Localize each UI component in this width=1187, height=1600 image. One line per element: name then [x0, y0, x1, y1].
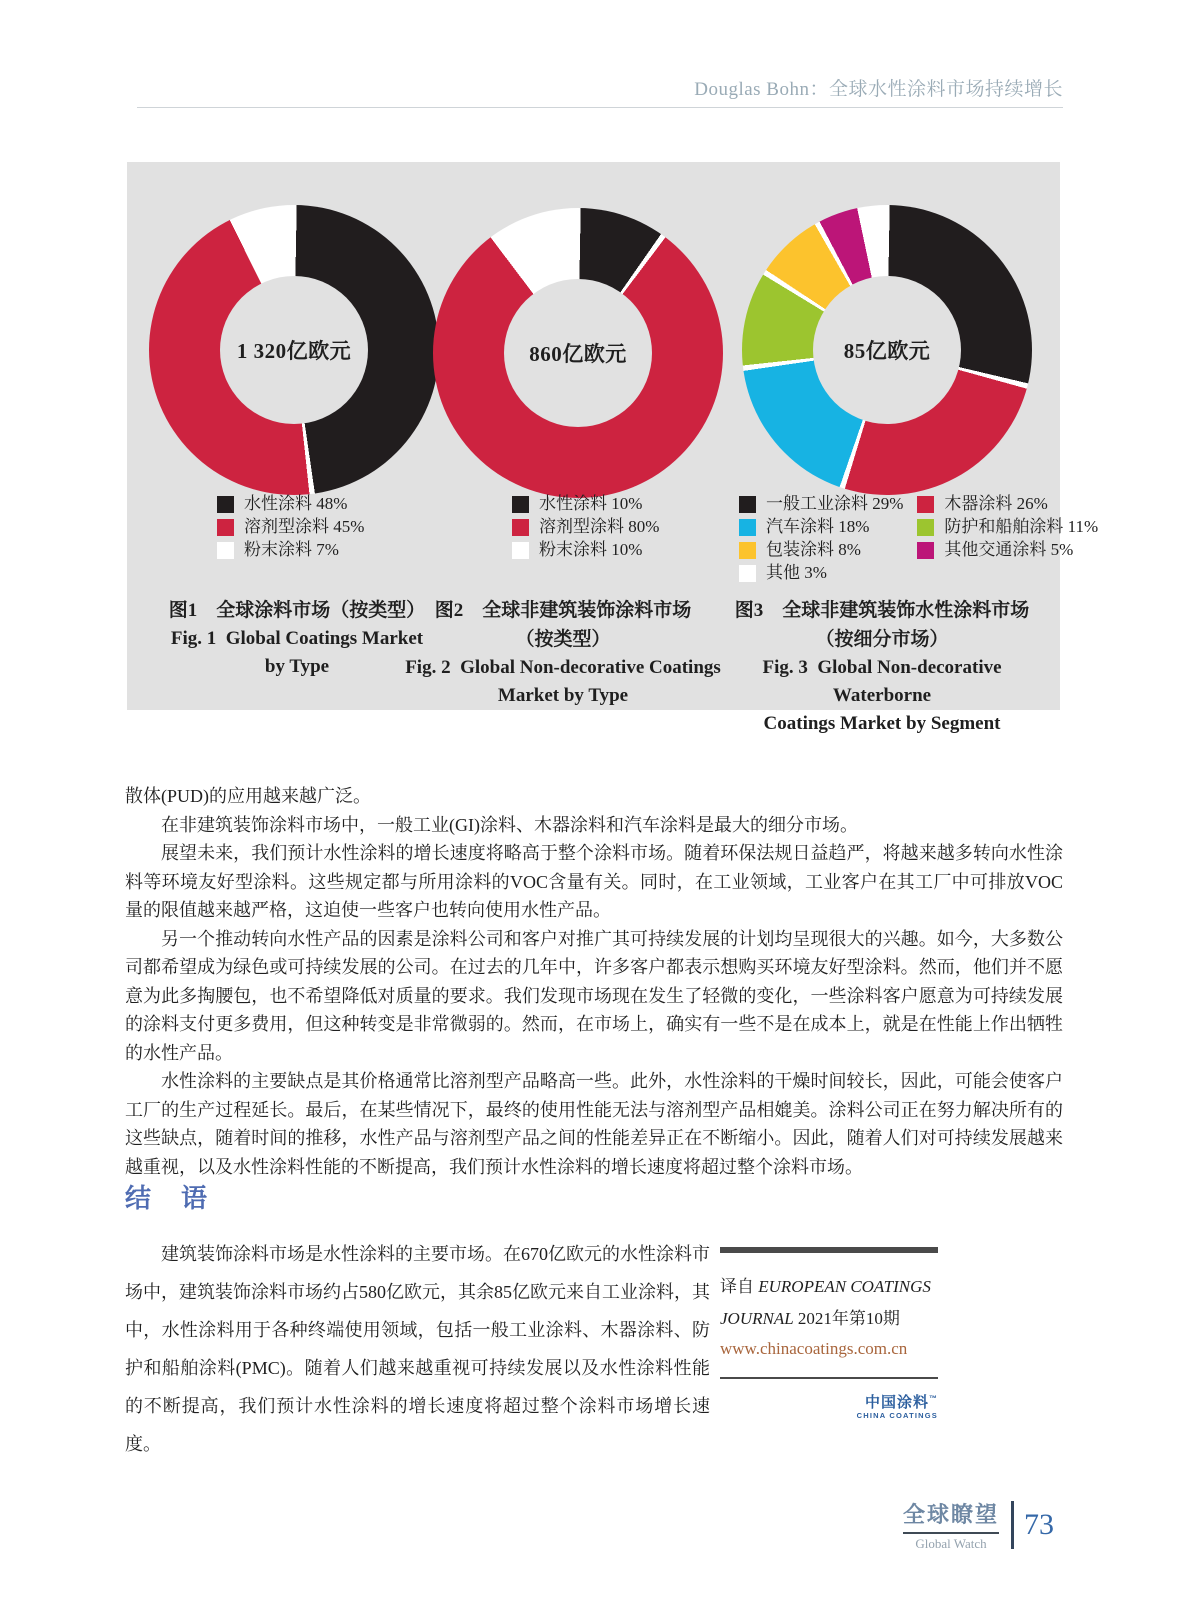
legend-label: 包装涂料 8% — [766, 540, 861, 559]
legend-label: 一般工业涂料 29% — [766, 494, 904, 513]
legend-label: 汽车涂料 18% — [766, 517, 870, 536]
logo-zh-text: 中国涂料™ — [864, 1394, 938, 1411]
legend-swatch — [217, 542, 234, 559]
figure-caption-en: Fig. 3 Global Non-decorative Waterborne — [762, 657, 1002, 706]
body-paragraph: 水性涂料的主要缺点是其价格通常比溶剂型产品略高一些。此外，水性涂料的干燥时间较长，因此，可能会使客户工厂的生产过程延长。最后，在某些情况下，最终的使用性能无法与溶剂型产品相媲美。涂料公司正在努力解决所有的这些缺点，随着时间的推移，水性产品与溶剂型产品之间的性能差异正在不断缩小。因此，随着人们对可持续发展越来越重视，以及水性涂料性能的不断提高，我们预计水性涂料的增长速度将超过整个涂料市场。 — [125, 1071, 1063, 1177]
figure-caption-zh: （按细分市场） — [815, 629, 949, 650]
body-paragraph: 散体(PUD)的应用越来越广泛。 — [125, 786, 371, 806]
legend-item — [917, 495, 1098, 513]
legend-fig1 — [217, 495, 364, 559]
legend-swatch — [739, 565, 756, 582]
legend-swatch — [739, 496, 756, 513]
figure-caption-en: Fig. 1 Global Coatings Market — [170, 628, 424, 649]
legend-item — [917, 518, 1098, 536]
legend-swatch — [917, 542, 934, 559]
page-header-title: Douglas Bohn：全球水性涂料市场持续增长 — [694, 79, 1063, 100]
legend-column — [512, 495, 659, 559]
legend-fig2 — [512, 495, 659, 559]
footer-section-en: Global Watch — [903, 1532, 999, 1552]
legend-swatch — [917, 496, 934, 513]
legend-item — [917, 541, 1098, 559]
figure-panel — [127, 162, 1099, 734]
legend-label: 水性涂料 10% — [539, 494, 643, 513]
legend-item — [512, 518, 659, 536]
header-divider — [137, 107, 1063, 108]
caption-fig3 — [715, 596, 1049, 738]
footer-divider-bar — [1011, 1501, 1014, 1549]
source-box — [720, 1235, 938, 1421]
donut-hole — [504, 279, 652, 427]
legend-label: 其他 3% — [766, 563, 827, 582]
source-url: www.chinacoatings.com.cn — [720, 1339, 908, 1358]
trademark-icon: ™ — [929, 1394, 938, 1403]
body-paragraph: 展望未来，我们预计水性涂料的增长速度将略高于整个涂料市场。随着环保法规日益趋严，将越来越多转向水性涂料等环境友好型涂料。这些规定都与所用涂料的VOC含量有关。同时，在工业领域，工业客户在其工厂中可排放VOC量的限值越来越严格，这迫使一些客户也转向使用水性产品。 — [125, 843, 1063, 920]
legend-item — [217, 495, 364, 513]
legend-swatch — [512, 496, 529, 513]
donut-hole — [813, 276, 961, 424]
donut-chart-fig2 — [433, 208, 723, 498]
figure-caption-en: Coatings Market by Segment — [763, 713, 1001, 734]
legend-swatch — [217, 496, 234, 513]
legend-item — [739, 541, 903, 559]
donut-hole — [220, 276, 368, 424]
legend-fig3 — [739, 495, 1098, 582]
chart3-center-label: 85亿欧元 — [843, 339, 931, 363]
figure-caption-en: Market by Type — [497, 685, 629, 706]
legend-item — [217, 518, 364, 536]
legend-column — [217, 495, 364, 559]
donut-chart-fig3 — [742, 205, 1032, 495]
legend-label: 其他交通涂料 5% — [944, 540, 1074, 559]
figure-caption-zh: 图3 全球非建筑装饰水性涂料市场 — [734, 600, 1030, 621]
source-attribution — [720, 1271, 938, 1335]
legend-item — [739, 518, 903, 536]
legend-item — [739, 564, 903, 582]
source-box-bottom-rule — [720, 1377, 938, 1379]
footer-section-zh: 全球瞭望 — [902, 1502, 999, 1527]
figure-caption-zh: （按类型） — [515, 629, 611, 650]
body-paragraph: 另一个推动转向水性产品的因素是涂料公司和客户对推广其可持续发展的计划均呈现很大的兴趣。如今，大多数公司都希望成为绿色或可持续发展的公司。在过去的几年中，许多客户都表示想购买环境友好型涂料。然而，他们并不愿意为此多掏腰包，也不希望降低对质量的要求。我们发现市场现在发生了轻微的变化，一些涂料客户愿意为可持续发展的涂料支付更多费用，但这种转变是非常微弱的。然而，在市场上，确实有一些不是在成本上，就是在性能上作出牺牲的水性产品。 — [125, 928, 1063, 1063]
legend-swatch — [739, 519, 756, 536]
legend-item — [739, 495, 903, 513]
legend-item — [217, 541, 364, 559]
conclusion-paragraph: 建筑装饰涂料市场是水性涂料的主要市场。在670亿欧元的水性涂料市场中，建筑装饰涂料市场约占580亿欧元，其余85亿欧元来自工业涂料，其中，水性涂料用于各种终端使用领域，包括一般工业涂料、木器涂料、防护和船舶涂料(PMC)。随着人们越来越重视可持续发展以及水性涂料性能的不断提高，我们预计水性涂料的增长速度将超过整个涂料市场增长速度。 — [125, 1244, 710, 1454]
source-issue: 2021年第10期 — [797, 1309, 900, 1328]
legend-label: 粉末涂料 7% — [244, 540, 339, 559]
legend-swatch — [512, 542, 529, 559]
legend-item — [512, 495, 659, 513]
source-box-top-rule — [720, 1247, 938, 1253]
legend-label: 溶剂型涂料 45% — [244, 517, 365, 536]
page-number: 73 — [1024, 1508, 1054, 1541]
legend-swatch — [917, 519, 934, 536]
legend-column — [739, 495, 903, 582]
body-paragraph: 在非建筑装饰涂料市场中，一般工业(GI)涂料、木器涂料和汽车涂料是最大的细分市场。 — [161, 814, 858, 835]
source-prefix: 译自 — [720, 1277, 754, 1296]
chart2-center-label: 860亿欧元 — [529, 342, 627, 366]
logo-en-text: CHINA COATINGS — [856, 1411, 938, 1420]
legend-swatch — [739, 542, 756, 559]
article-body — [125, 782, 1063, 1181]
legend-label: 防护和船舶涂料 11% — [944, 517, 1099, 536]
conclusion-heading: 结 语 — [125, 1183, 210, 1213]
legend-label: 粉末涂料 10% — [539, 540, 643, 559]
legend-label: 水性涂料 48% — [244, 494, 348, 513]
footer-section-title — [903, 1498, 999, 1552]
figure-caption-en: by Type — [264, 656, 330, 677]
legend-column — [917, 495, 1098, 582]
legend-item — [512, 541, 659, 559]
source-journal-name: EUROPEAN COATINGS JOURNAL — [720, 1277, 931, 1328]
figure-caption-zh: 图2 全球非建筑装饰涂料市场 — [434, 600, 692, 621]
china-coatings-logo — [720, 1391, 938, 1421]
page-footer — [903, 1498, 1054, 1552]
legend-label: 木器涂料 26% — [944, 494, 1048, 513]
figure-caption-zh: 图1 全球涂料市场（按类型） — [168, 600, 426, 621]
legend-swatch — [512, 519, 529, 536]
caption-fig2 — [403, 596, 723, 710]
figure-caption-en: Fig. 2 Global Non-decorative Coatings — [405, 657, 721, 678]
legend-swatch — [217, 519, 234, 536]
legend-label: 溶剂型涂料 80% — [539, 517, 660, 536]
donut-chart-fig1 — [149, 205, 439, 495]
conclusion-section — [125, 1178, 1063, 1463]
chart1-center-label: 1 320亿欧元 — [236, 339, 352, 363]
